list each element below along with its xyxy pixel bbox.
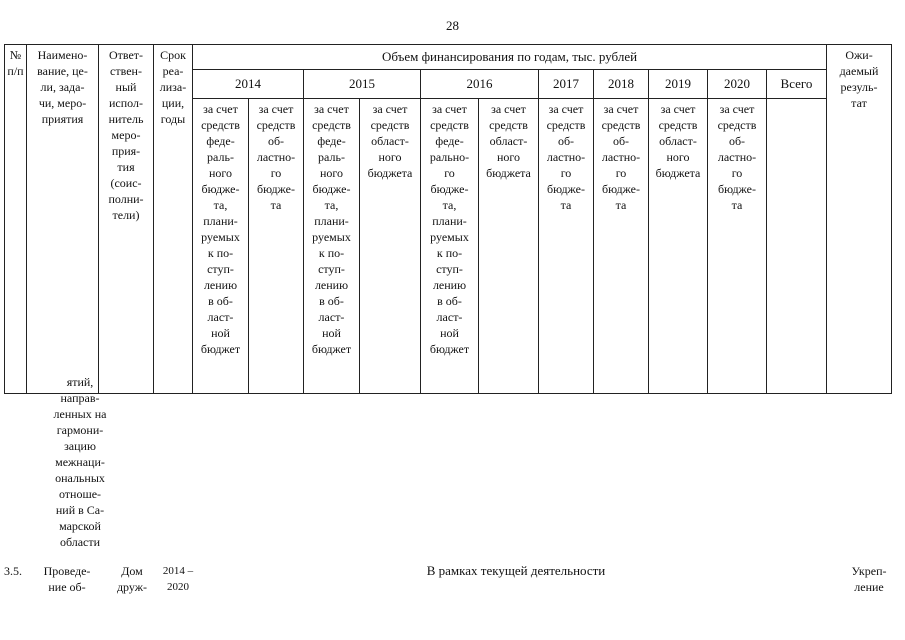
source-2020-regional: за счет средств об- ластно- го бюдже- та	[708, 99, 767, 394]
year-2017: 2017	[539, 70, 594, 99]
source-2017-regional: за счет средств об- ластно- го бюдже- та	[539, 99, 594, 394]
row-3-5-term: 2014 – 2020	[162, 565, 194, 593]
header-number: № п/п	[5, 45, 27, 394]
page-number: 28	[446, 18, 459, 33]
source-2015-federal: за счет средств феде- раль- ного бюдже- та, плани- руемых к по- ступ- лению в об- ласт- ной бюджет	[304, 99, 360, 394]
source-2019-regional: за счет средств област- ного бюджета	[649, 99, 708, 394]
header-responsible: Ответ- ствен- ный испол- нитель меро- прия- тия (соис- полни- тели)	[99, 45, 154, 394]
row-3-5-financing: В рамках текущей деятельности	[426, 563, 606, 578]
header-name: Наимено- вание, це- ли, зада- чи, меро- приятия	[27, 45, 99, 394]
source-2018-regional: за счет средств об- ластно- го бюдже- та	[594, 99, 649, 394]
year-total: Всего	[767, 70, 827, 99]
year-2015: 2015	[304, 70, 421, 99]
financing-table	[4, 44, 892, 394]
source-total	[767, 99, 827, 394]
row-3-5-name: Проведе- ние об-	[43, 564, 91, 594]
header-term: Срок реа- лиза- ции, годы	[154, 45, 193, 394]
source-2015-regional: за счет средств област- ного бюджета	[360, 99, 421, 394]
source-2016-regional: за счет средств област- ного бюджета	[479, 99, 539, 394]
year-2018: 2018	[594, 70, 649, 99]
row-3-5-result: Укреп- ление	[851, 564, 887, 594]
source-2014-federal: за счет средств феде- раль- ного бюдже- та, плани- руемых к по- ступ- лению в об- ласт- ной бюджет	[193, 99, 249, 394]
row-3-5-number: 3.5.	[4, 564, 22, 578]
continuation-text: ятий, направ- ленных на гармони- зацию межнаци- ональных отноше- ний в Са- марской области	[53, 375, 107, 549]
year-2016: 2016	[421, 70, 539, 99]
header-expected-result: Ожи- даемый резуль- тат	[827, 45, 892, 394]
row-3-5-responsible: Дом друж-	[116, 564, 148, 594]
year-2020: 2020	[708, 70, 767, 99]
source-2014-regional: за счет средств об- ластно- го бюдже- та	[249, 99, 304, 394]
header-financing-volume: Объем финансирования по годам, тыс. рублей	[193, 45, 827, 70]
year-2014: 2014	[193, 70, 304, 99]
year-2019: 2019	[649, 70, 708, 99]
source-2016-federal: за счет средств феде- рально- го бюдже- та, плани- руемых к по- ступ- лению в об- ласт- ной бюджет	[421, 99, 479, 394]
